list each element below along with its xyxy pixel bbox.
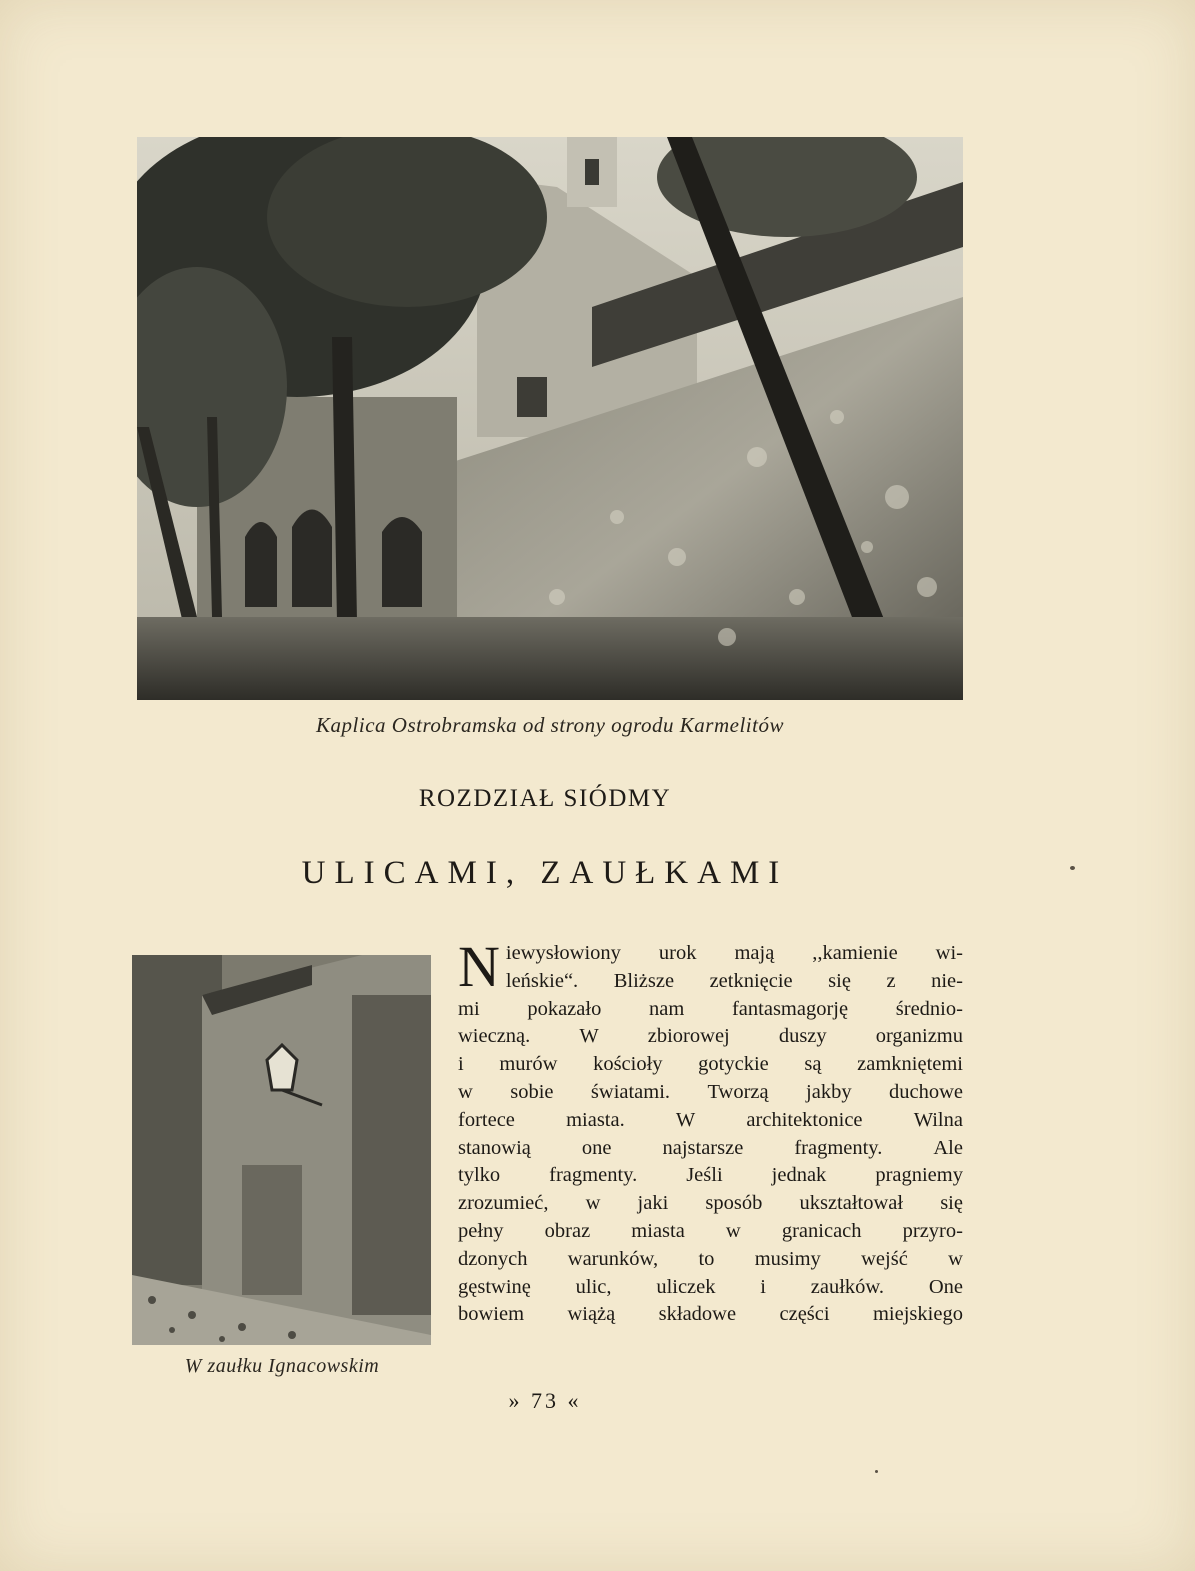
chapter-body-text <box>458 934 963 1329</box>
caption-alley-photo: W zaułku Ignacowskim <box>184 1355 380 1377</box>
page-number: » 73 « <box>508 1388 582 1413</box>
photo-chapel-garden-image <box>137 137 963 700</box>
photo-ignacowski-alley <box>132 955 431 1345</box>
caption-chapel-photo: Kaplica Ostrobramska od strony ogrodu Karmelitów <box>316 713 784 737</box>
text-line: leńskie“. Bliższe zetknięcie się z nie- <box>505 969 963 992</box>
photo-ignacowski-alley-image <box>132 955 431 1345</box>
photo-chapel-garden <box>137 137 963 700</box>
text-line: iewysłowiony urok mają ,,kamienie wi- <box>505 942 963 964</box>
text-line: wieczną. W zbiorowej duszy organizmu <box>458 1025 963 1048</box>
text-line: dzonych warunków, to musimy wejść w <box>458 1247 963 1270</box>
chapter-title: ULICAMI, ZAUŁKAMI <box>301 855 789 891</box>
text-line: w sobie światami. Tworzą jakby duchowe <box>458 1080 963 1103</box>
text-line: stanowią one najstarsze fragmenty. Ale <box>458 1136 963 1159</box>
drop-cap: N <box>458 934 500 999</box>
text-line: i murów kościoły gotyckie są zamkniętemi <box>458 1053 963 1076</box>
text-line: zrozumieć, w jaki sposób ukształtował się <box>458 1192 963 1215</box>
text-line: gęstwinę ulic, uliczek i zaułków. One <box>458 1275 963 1298</box>
text-line: bowiem wiążą składowe części miejskiego <box>458 1303 963 1326</box>
text-line: tylko fragmenty. Jeśli jednak pragniemy <box>458 1164 963 1187</box>
paper-speck <box>1070 866 1075 870</box>
text-line: pełny obraz miasta w granicach przyro- <box>458 1219 963 1242</box>
text-line: mi pokazało nam fantasmagorję średnio- <box>458 997 963 1020</box>
paper-speck <box>875 1470 878 1473</box>
chapter-label: ROZDZIAŁ SIÓDMY <box>418 785 672 812</box>
text-line: fortece miasta. W architektonice Wilna <box>458 1108 963 1131</box>
